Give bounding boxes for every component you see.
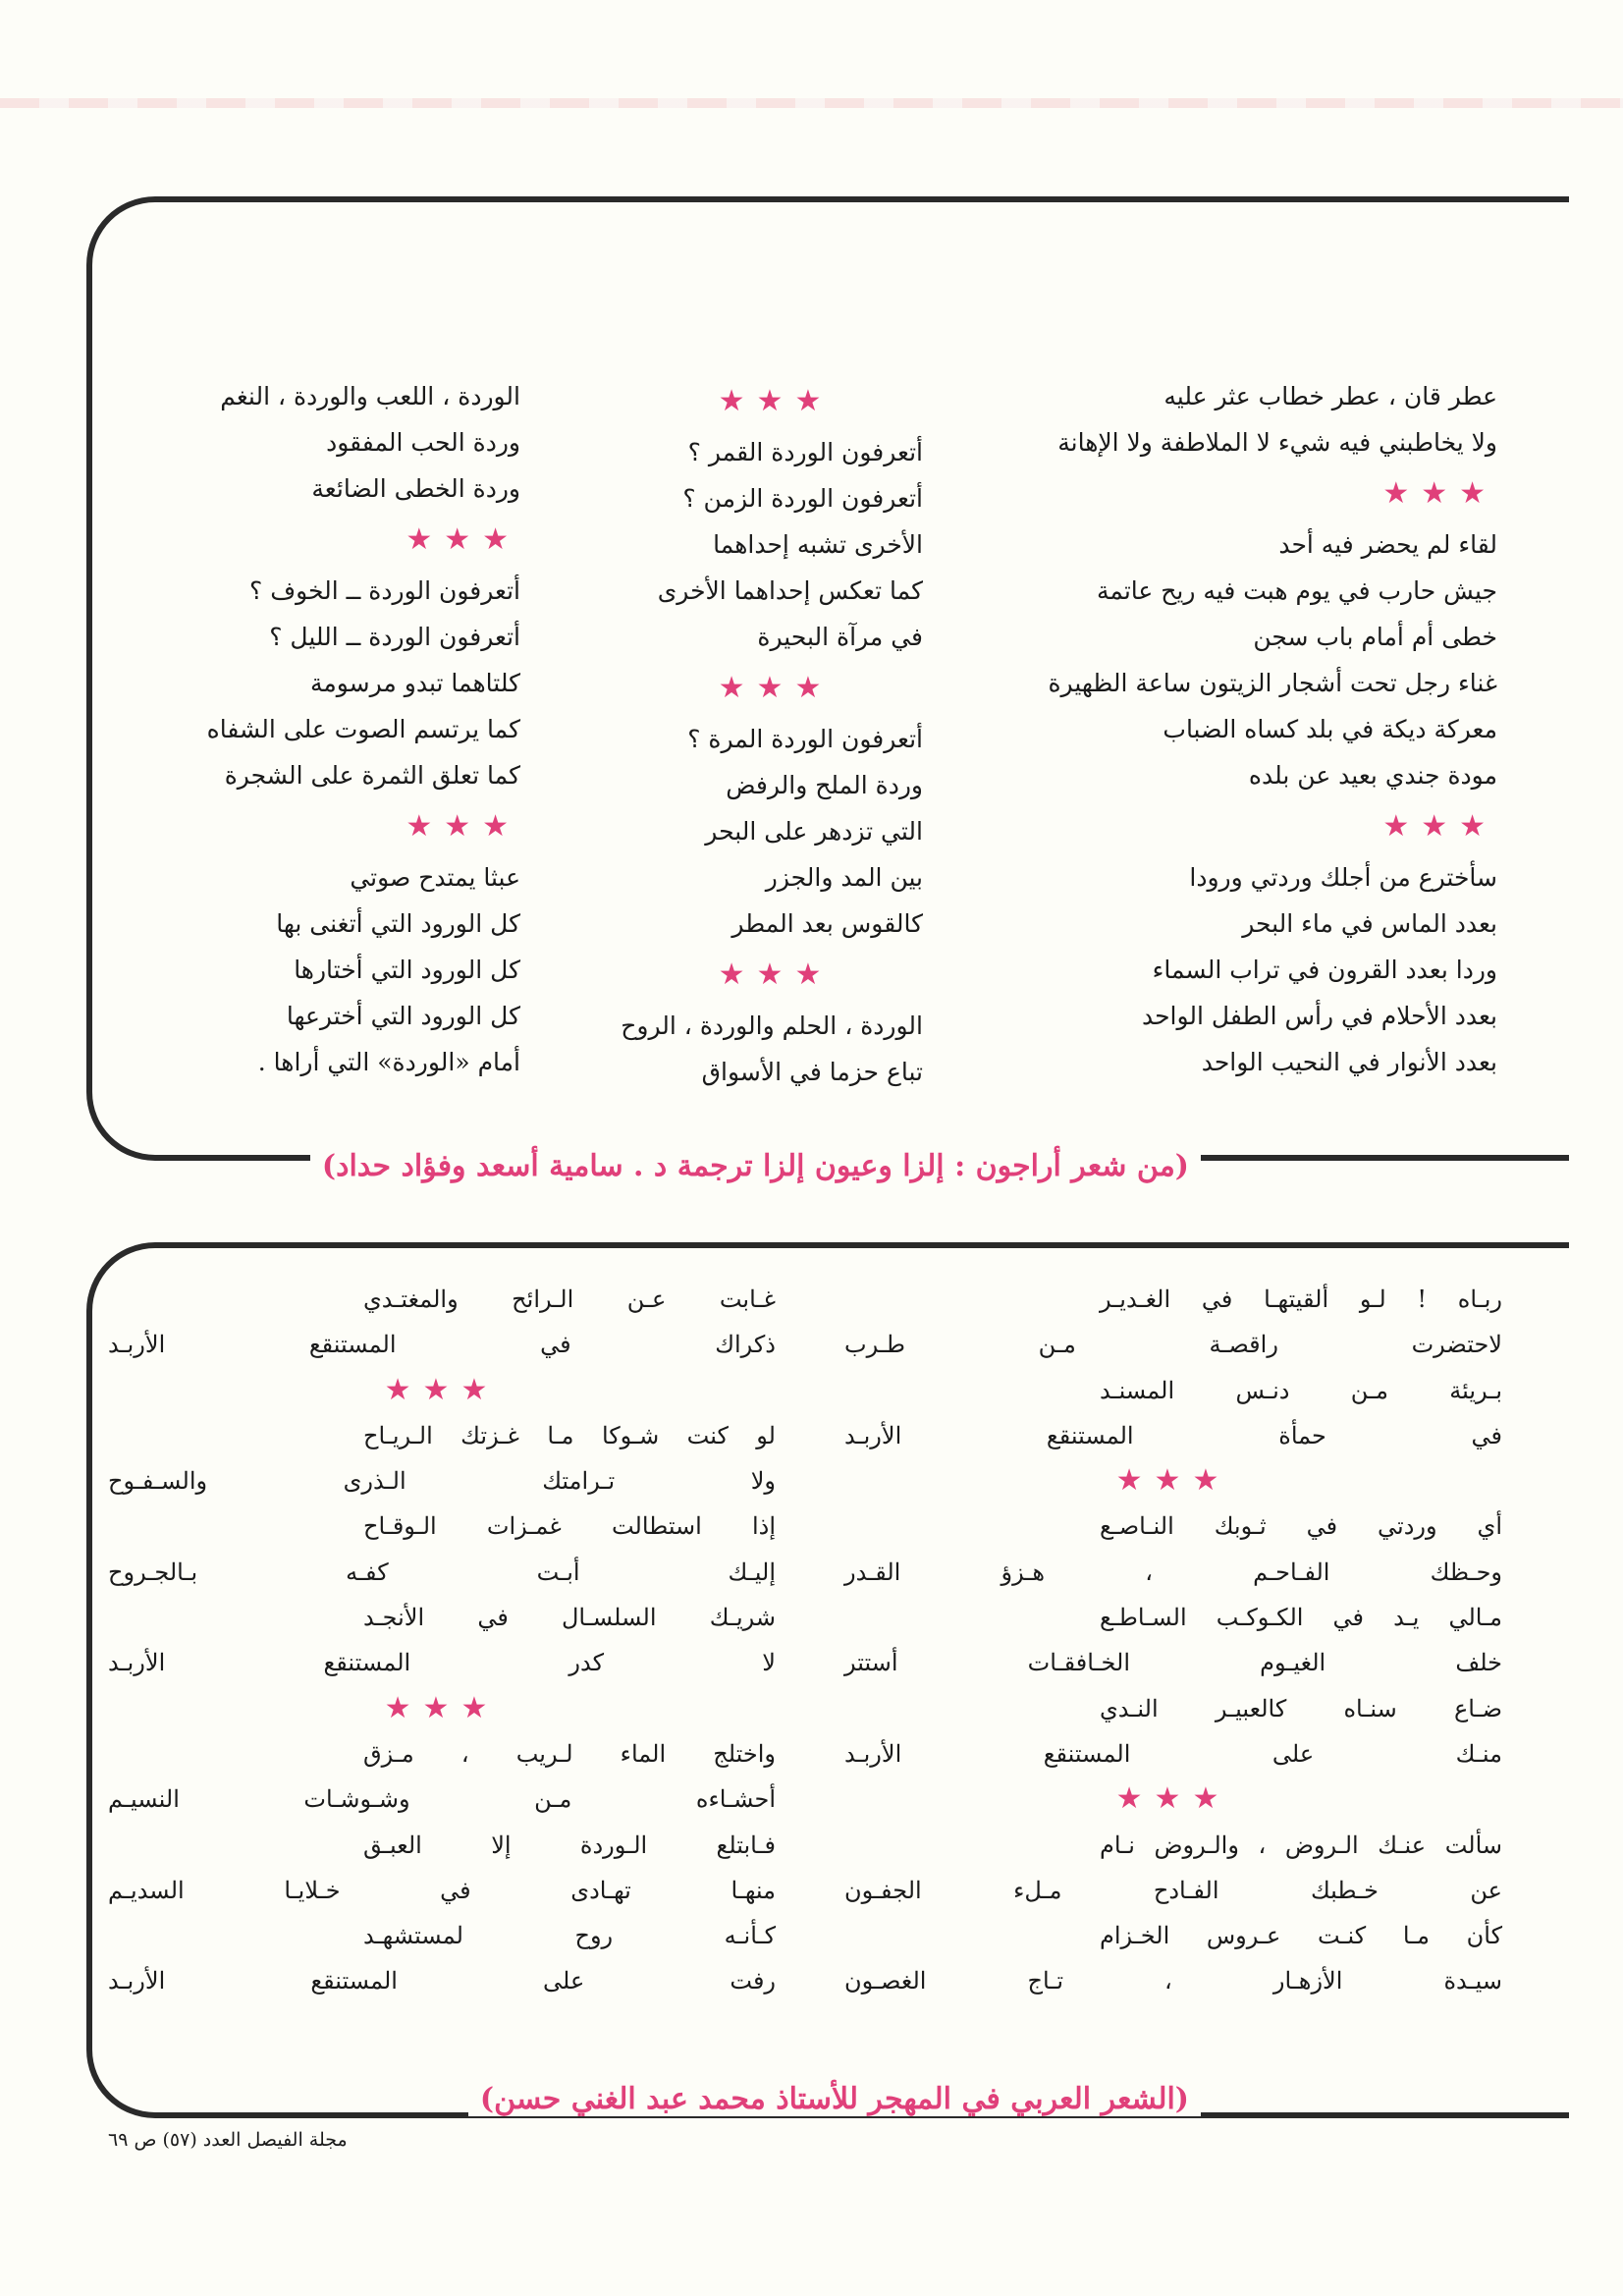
verse-line: أتعرفون الوردة الزمن ؟ xyxy=(682,484,923,513)
verse-line: كـأنـه روح لمستشهـد xyxy=(363,1922,776,1950)
verse-line: خطى أم أمام باب سجن xyxy=(1253,623,1497,651)
verse-line: الأخرى تشبه إحداهما xyxy=(713,530,923,559)
verse-line: كما تعلق الثمرة على الشجرة xyxy=(224,761,520,790)
verse-line: التي تزدهر على البحر xyxy=(705,817,923,846)
verse-line: أتعرفون الوردة القمر ؟ xyxy=(687,438,923,466)
verse-line: منـك على المستنقع الأربـد xyxy=(844,1739,1502,1768)
verse-line: سأخترع من أجلك وردتي ورودا xyxy=(1189,863,1497,892)
verse-line: وردة الخطى الضائعة xyxy=(311,474,520,503)
verse-line: ذكراك في المستنقع الأربـد xyxy=(108,1331,776,1359)
section-separator-stars: ★★★ xyxy=(718,957,834,992)
verse-line: غـابت عـن الـرائح والمغتـدي xyxy=(363,1285,776,1313)
verse-line: أحشـاءه مـن وشـوشـات النسيـم xyxy=(108,1785,776,1814)
verse-line: كل الورود التي أخترعها xyxy=(286,1002,520,1030)
section-separator-stars: ★★★ xyxy=(1115,1463,1231,1499)
verse-line: عبثا يمتدح صوتي xyxy=(350,863,520,892)
verse-line: خلف الغيـوم الخـافقـات أستتر xyxy=(844,1649,1502,1677)
verse-line: كما يرتسم الصوت على الشفاه xyxy=(206,715,520,743)
verse-line: تباع حزما في الأسواق xyxy=(701,1058,923,1086)
verse-line: في حمأة المستنقع الأربـد xyxy=(844,1421,1502,1449)
poem1-column-left xyxy=(187,373,520,1085)
verse-line: كل الورود التي أختارها xyxy=(294,956,520,984)
verse-line: لا كدر المستنقع الأربـد xyxy=(108,1649,776,1677)
poem2-attribution: (الشعر العربي في المهجر للأستاذ محمد عبد الغني حسن) xyxy=(468,2082,1201,2116)
verse-line: لاحتضرت راقصـة مـن طـرب xyxy=(844,1331,1502,1359)
section-separator-stars: ★★★ xyxy=(384,1372,500,1407)
verse-line: لو كنت شـوكا مـا غـزتك الـريـاح xyxy=(363,1421,776,1449)
verse-line: كالقوس بعد المطر xyxy=(731,909,923,938)
verse-line: شريـك السلسـال في الأنجـد xyxy=(363,1604,776,1632)
section-separator-stars: ★★★ xyxy=(718,671,834,705)
verse-line: عن خـطبك الفـادح مـلء الجفـون xyxy=(844,1876,1502,1904)
section-separator-stars: ★★★ xyxy=(1382,476,1497,511)
verse-line: أتعرفون الوردة ــ الليل ؟ xyxy=(269,623,520,651)
poem2-column-right xyxy=(844,1277,1502,2004)
verse-line: ربـاه ! لـو ألقيتهـا في الغـديـر xyxy=(1100,1285,1502,1313)
verse-line: فـابتلع الـوردة إلا العبـق xyxy=(363,1831,776,1859)
verse-line: ولا يخاطبني فيه شيء لا الملاطفة ولا الإهانة xyxy=(1057,428,1497,457)
verse-line: مـالي يـد في الكـوكـب السـاطـع xyxy=(1100,1604,1502,1632)
verse-line: وردة الملح والرفض xyxy=(726,771,923,799)
verse-line: رفت على المستنقع الأربـد xyxy=(108,1967,776,1995)
poem1-column-right xyxy=(1048,373,1497,1085)
section-separator-stars: ★★★ xyxy=(718,384,834,418)
verse-line: بعدد الأنوار في النحيب الواحد xyxy=(1201,1048,1497,1076)
verse-line: إليـك أبـت كفـه بـالجـروح xyxy=(108,1558,776,1586)
verse-line: مودة جندي بعيد عن بلده xyxy=(1248,761,1497,790)
verse-line: بـريئة مـن دنـس المسنـد xyxy=(1100,1376,1502,1404)
verse-line: إذا استطالت غمـزات الـوقـاح xyxy=(363,1512,776,1541)
verse-line: غناء رجل تحت أشجار الزيتون ساعة الظهيرة xyxy=(1048,669,1497,697)
verse-line: أمام «الوردة» التي أراها . xyxy=(257,1048,520,1076)
top-decorative-band xyxy=(0,98,1623,108)
verse-line: الوردة ، الحلم والوردة ، الروح xyxy=(621,1011,923,1040)
verse-line: ضـاع سنـاه كالعبيـر النـدي xyxy=(1100,1694,1502,1722)
verse-line: وردة الحب المفقود xyxy=(326,428,520,457)
verse-line: سيـدة الأزهـار ، تـاج الغصـون xyxy=(844,1967,1502,1995)
verse-line: كأن مـا كنـت عـروس الخـزام xyxy=(1100,1922,1502,1950)
verse-line: كلتاهما تبدو مرسومة xyxy=(309,669,520,697)
verse-line: عطر قان ، عطر خطاب عثر عليه xyxy=(1163,382,1497,410)
page-footer: مجلة الفيصل العدد (٥٧) ص ٦٩ xyxy=(108,2129,348,2151)
poem2-column-left xyxy=(108,1277,776,2004)
section-separator-stars: ★★★ xyxy=(406,522,520,557)
verse-line: سألت عنـك الـروض ، والـروض نـام xyxy=(1100,1831,1502,1859)
verse-line: جيش حارب في يوم هبت فيه ريح عاتمة xyxy=(1096,576,1497,605)
verse-line: وحـظك الفـاحـم ، هـزؤ القـدر xyxy=(844,1558,1502,1586)
verse-line: منهـا تهـادى في خـلايـا السديـم xyxy=(108,1876,776,1904)
verse-line: وردا بعدد القرون في تراب السماء xyxy=(1152,956,1497,984)
poem1-attribution: (من شعر أراجون : إلزا وعيون إلزا ترجمة د . سامية أسعد وفؤاد حداد) xyxy=(310,1149,1201,1183)
verse-line: ولا تـرامتك الـذرى والسـفـوح xyxy=(108,1467,776,1496)
verse-line: أتعرفون الوردة المرة ؟ xyxy=(687,725,923,753)
section-separator-stars: ★★★ xyxy=(1382,809,1497,844)
verse-line: واختلج الماء لـريب ، مـزق xyxy=(363,1739,776,1768)
section-separator-stars: ★★★ xyxy=(1115,1781,1231,1817)
section-separator-stars: ★★★ xyxy=(406,809,520,844)
verse-line: الوردة ، اللعب والوردة ، النغم xyxy=(220,382,520,410)
verse-line: في مرآة البحيرة xyxy=(757,623,923,651)
poem1-column-middle xyxy=(621,373,923,1095)
verse-line: أتعرفون الوردة ــ الخوف ؟ xyxy=(248,576,520,605)
section-separator-stars: ★★★ xyxy=(384,1690,500,1725)
verse-line: معركة ديكة في بلد كساه الضباب xyxy=(1163,715,1497,743)
verse-line: بعدد الأحلام في رأس الطفل الواحد xyxy=(1141,1002,1497,1030)
verse-line: بعدد الماس في ماء البحر xyxy=(1242,909,1497,938)
verse-line: كما تعكس إحداهما الأخرى xyxy=(657,576,923,605)
verse-line: كل الورود التي أتغنى بها xyxy=(276,909,520,938)
verse-line: بين المد والجزر xyxy=(765,863,923,892)
verse-line: أي وردتي في ثـوبك النـاصـع xyxy=(1100,1512,1502,1541)
verse-line: لقاء لم يحضر فيه أحد xyxy=(1278,530,1497,559)
